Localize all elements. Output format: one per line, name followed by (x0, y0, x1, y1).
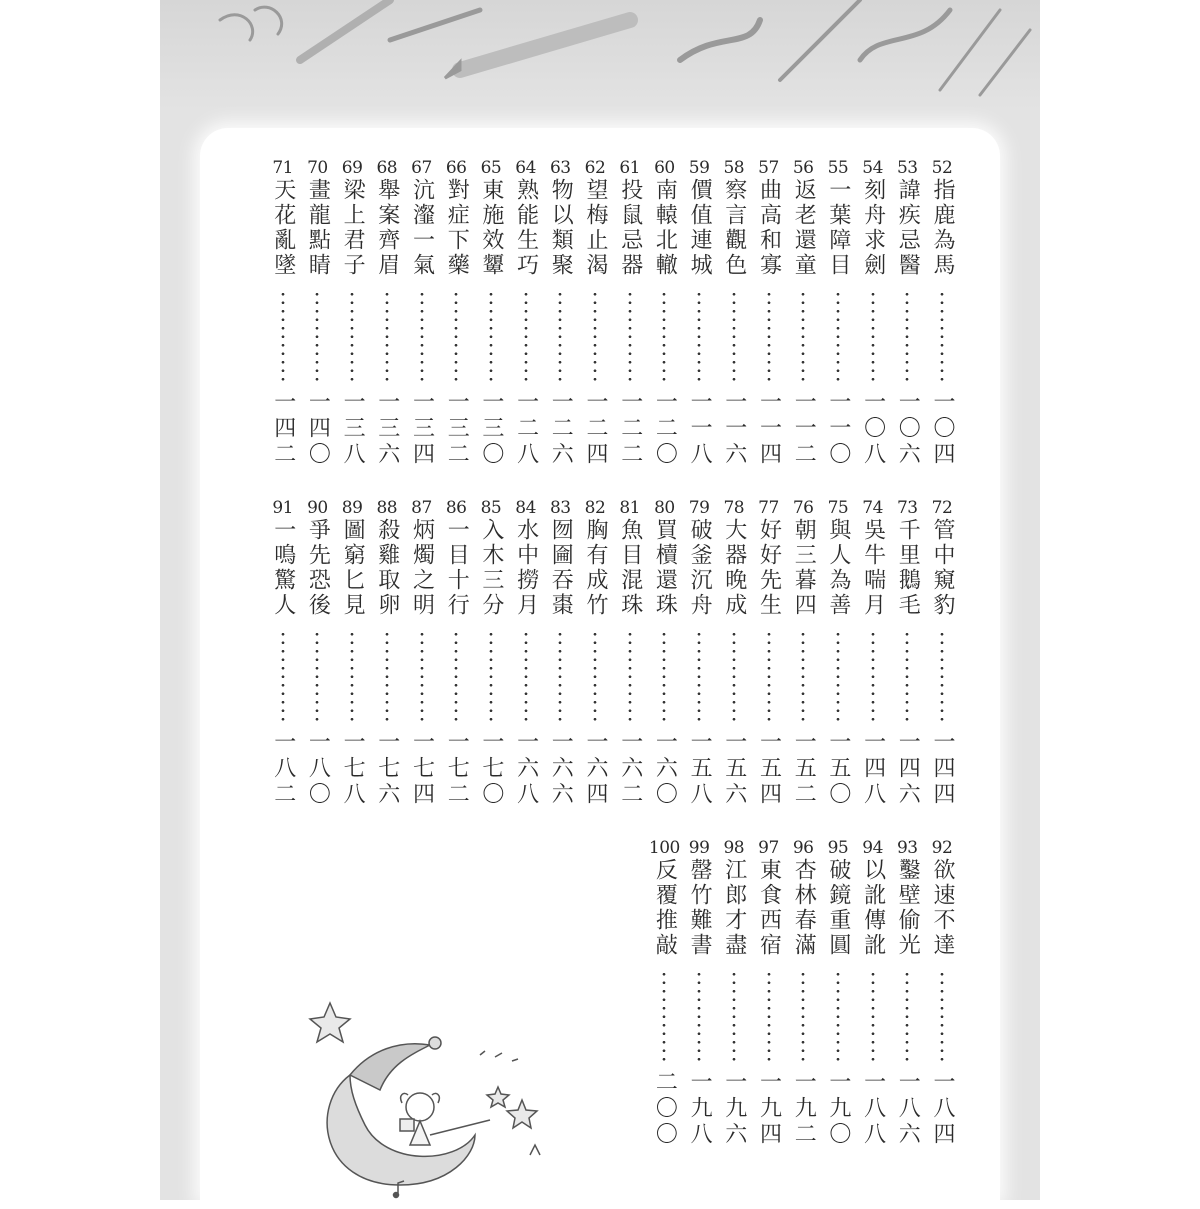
entry-idiom: 物以類聚 (548, 178, 574, 278)
entry-idiom: 大器晚成 (721, 518, 747, 618)
entry-number: 80 (654, 498, 675, 518)
toc-entry[interactable] (610, 498, 650, 808)
entry-page-number: 一五八 (687, 730, 713, 808)
entry-number: 70 (307, 158, 328, 178)
entry-number: 56 (792, 158, 814, 178)
entry-number: 66 (445, 158, 467, 178)
entry-idiom: 入木三分 (478, 518, 504, 618)
entry-idiom: 一目十行 (444, 518, 470, 618)
entry-idiom: 以訛傳訛 (860, 858, 886, 958)
dot-leader (454, 630, 458, 724)
entry-idiom: 欲速不達 (930, 858, 955, 958)
dot-leader (905, 630, 909, 724)
entry-idiom: 曲高和寡 (756, 178, 782, 278)
entry-number: 74 (862, 498, 883, 518)
entry-idiom: 杏林春滿 (791, 858, 817, 958)
dot-leader (905, 290, 909, 384)
entry-page-number: 一二六 (548, 390, 574, 468)
toc-entry[interactable] (471, 498, 511, 808)
dot-leader (315, 630, 319, 724)
toc-entry[interactable] (714, 158, 754, 468)
entry-page-number: 一二二 (617, 390, 643, 468)
entry-idiom: 價值連城 (687, 178, 713, 278)
entry-number: 65 (480, 158, 502, 178)
dot-leader (315, 290, 319, 384)
entry-page-number: 二〇〇 (652, 1070, 678, 1148)
entry-number: 77 (758, 498, 779, 518)
entry-page-number: 一九六 (721, 1070, 747, 1148)
toc-entry[interactable] (575, 158, 615, 468)
entry-idiom: 舉案齊眉 (374, 178, 400, 278)
entry-number: 53 (896, 158, 918, 178)
entry-idiom: 千里鵝毛 (895, 518, 921, 618)
dot-leader (593, 290, 597, 384)
entry-number: 69 (341, 158, 363, 178)
entry-page-number: 一四四 (930, 730, 955, 808)
entry-idiom: 刻舟求劍 (860, 178, 886, 278)
dot-leader (350, 630, 354, 724)
entry-page-number: 一〇四 (930, 390, 955, 468)
entry-page-number: 一一〇 (825, 390, 851, 468)
dot-leader (871, 630, 875, 724)
entry-idiom: 一葉障目 (825, 178, 851, 278)
entry-idiom: 一鳴驚人 (270, 518, 296, 618)
toc-entry[interactable] (887, 158, 927, 468)
entry-number: 75 (827, 498, 849, 518)
entry-idiom: 熟能生巧 (513, 178, 539, 278)
entry-number: 54 (862, 158, 883, 178)
dot-leader (350, 290, 354, 384)
entry-page-number: 一二〇 (652, 390, 678, 468)
dot-leader (836, 630, 840, 724)
dot-leader (524, 290, 528, 384)
dot-leader (732, 630, 736, 724)
toc-entry[interactable] (922, 158, 962, 468)
toc-entry[interactable] (332, 158, 372, 468)
entry-idiom: 反覆推敲 (652, 858, 678, 958)
toc-entry[interactable] (402, 498, 442, 808)
toc-entry[interactable] (783, 838, 823, 1148)
entry-page-number: 一〇六 (895, 390, 921, 468)
entry-number: 76 (792, 498, 814, 518)
dot-leader (628, 630, 632, 724)
toc-entry[interactable] (263, 498, 303, 808)
entry-number: 98 (723, 838, 745, 858)
entry-page-number: 一九〇 (825, 1070, 851, 1148)
entry-page-number: 一八六 (895, 1070, 921, 1148)
dot-leader (697, 970, 701, 1064)
dot-leader (385, 630, 389, 724)
dot-leader (420, 290, 424, 384)
toc-entry[interactable] (540, 498, 580, 808)
entry-idiom: 諱疾忌醫 (895, 178, 921, 278)
entry-page-number: 一〇八 (860, 390, 886, 468)
entry-page-number: 一二八 (513, 390, 539, 468)
entry-idiom: 殺雞取卵 (374, 518, 400, 618)
entry-idiom: 察言觀色 (721, 178, 747, 278)
entry-number: 93 (896, 838, 918, 858)
dot-leader (801, 290, 805, 384)
entry-number: 72 (931, 498, 953, 518)
toc-entry[interactable] (367, 158, 407, 468)
toc-entry[interactable] (471, 158, 511, 468)
toc-entry[interactable] (679, 158, 719, 468)
dot-leader (662, 630, 666, 724)
entry-idiom: 鑿壁偷光 (895, 858, 921, 958)
dot-leader (697, 290, 701, 384)
toc-entry[interactable] (818, 838, 858, 1148)
toc-entry[interactable] (610, 158, 650, 468)
entry-idiom: 江郎才盡 (721, 858, 747, 958)
toc-entry[interactable] (887, 498, 927, 808)
entry-page-number: 一四六 (895, 730, 921, 808)
entry-idiom: 破鏡重圓 (825, 858, 851, 958)
entry-number: 62 (584, 158, 606, 178)
entry-number: 78 (723, 498, 745, 518)
entry-page-number: 一五〇 (825, 730, 851, 808)
entry-idiom: 天花亂墜 (270, 178, 296, 278)
toc-entry[interactable] (853, 498, 893, 808)
entry-page-number: 一一六 (721, 390, 747, 468)
entry-page-number: 一二四 (583, 390, 608, 468)
entry-page-number: 一六六 (548, 730, 574, 808)
toc-entry[interactable] (367, 498, 407, 808)
entry-number: 81 (619, 498, 640, 518)
entry-idiom: 畫龍點睛 (305, 178, 331, 278)
dot-leader (940, 630, 944, 724)
toc-entry[interactable] (853, 158, 893, 468)
dot-leader (801, 630, 805, 724)
entry-idiom: 望梅止渴 (583, 178, 608, 278)
entry-idiom: 東食西宿 (756, 858, 782, 958)
entry-idiom: 沆瀣一氣 (409, 178, 435, 278)
dot-leader (558, 290, 562, 384)
dot-leader (767, 970, 771, 1064)
entry-number: 86 (445, 498, 467, 518)
dot-leader (732, 290, 736, 384)
drawing-tools-sketch (160, 0, 1040, 110)
toc-entry[interactable] (506, 498, 546, 808)
entry-idiom: 管中窺豹 (930, 518, 955, 618)
toc-entry[interactable] (436, 498, 476, 808)
dot-leader (524, 630, 528, 724)
dot-leader (940, 970, 944, 1064)
entry-idiom: 爭先恐後 (305, 518, 331, 618)
entry-page-number: 一九四 (756, 1070, 782, 1148)
entry-number: 67 (411, 158, 432, 178)
entry-idiom: 返老還童 (791, 178, 817, 278)
entry-idiom: 指鹿為馬 (930, 178, 955, 278)
entry-number: 92 (931, 838, 953, 858)
entry-number: 71 (272, 158, 293, 178)
dot-leader (767, 290, 771, 384)
entry-idiom: 炳燭之明 (409, 518, 435, 618)
entry-page-number: 一一四 (756, 390, 782, 468)
entry-number: 95 (827, 838, 849, 858)
entry-number: 59 (688, 158, 710, 178)
entry-page-number: 一七四 (409, 730, 435, 808)
toc-entry[interactable] (783, 158, 823, 468)
entry-idiom: 朝三暮四 (791, 518, 817, 618)
dot-leader (871, 970, 875, 1064)
entry-page-number: 一七二 (444, 730, 470, 808)
entry-page-number: 一七〇 (478, 730, 504, 808)
toc-entry[interactable] (853, 838, 893, 1148)
toc-entry[interactable] (263, 158, 303, 468)
dot-leader (489, 290, 493, 384)
toc-entry[interactable] (714, 498, 754, 808)
entry-idiom: 胸有成竹 (583, 518, 608, 618)
toc-entry[interactable] (749, 838, 789, 1148)
toc-entry[interactable] (749, 498, 789, 808)
entry-page-number: 一三八 (340, 390, 366, 468)
dot-leader (801, 970, 805, 1064)
moon-girl-illustration (290, 995, 560, 1205)
entry-number: 99 (688, 838, 710, 858)
dot-leader (628, 290, 632, 384)
toc-entry[interactable] (887, 838, 927, 1148)
entry-idiom: 圖窮匕見 (340, 518, 366, 618)
entry-page-number: 一七八 (340, 730, 366, 808)
entry-number: 60 (654, 158, 675, 178)
dot-leader (940, 290, 944, 384)
entry-page-number: 一一八 (687, 390, 713, 468)
entry-idiom: 南轅北轍 (652, 178, 678, 278)
entry-page-number: 一六〇 (652, 730, 678, 808)
entry-idiom: 破釜沉舟 (687, 518, 713, 618)
entry-page-number: 一五六 (721, 730, 747, 808)
sketch-header-decoration (160, 0, 1040, 110)
entry-idiom: 對症下藥 (444, 178, 470, 278)
entry-page-number: 一六二 (617, 730, 643, 808)
entry-number: 91 (272, 498, 293, 518)
entry-number: 97 (758, 838, 779, 858)
entry-page-number: 一八四 (930, 1070, 955, 1148)
dot-leader (281, 630, 285, 724)
entry-number: 58 (723, 158, 745, 178)
entry-idiom: 買櫝還珠 (652, 518, 678, 618)
dot-leader (662, 970, 666, 1064)
entry-idiom: 東施效顰 (478, 178, 504, 278)
entry-idiom: 水中撈月 (513, 518, 539, 618)
entry-page-number: 一三二 (444, 390, 470, 468)
entry-page-number: 一八二 (270, 730, 296, 808)
toc-entry[interactable] (679, 498, 719, 808)
entry-number: 57 (758, 158, 779, 178)
dot-leader (732, 970, 736, 1064)
dot-leader (767, 630, 771, 724)
toc-entry[interactable] (297, 498, 337, 808)
toc-entry[interactable] (922, 838, 962, 1148)
dot-leader (385, 290, 389, 384)
entry-page-number: 一六八 (513, 730, 539, 808)
dot-leader (593, 630, 597, 724)
dot-leader (454, 290, 458, 384)
entry-page-number: 一四八 (860, 730, 886, 808)
dot-leader (662, 290, 666, 384)
entry-idiom: 吳牛喘月 (860, 518, 886, 618)
toc-entry[interactable] (749, 158, 789, 468)
entry-page-number: 一四〇 (305, 390, 331, 468)
toc-entry[interactable] (540, 158, 580, 468)
entry-number: 83 (549, 498, 571, 518)
entry-page-number: 一一二 (791, 390, 817, 468)
toc-entry[interactable] (644, 158, 684, 468)
dot-leader (836, 970, 840, 1064)
toc-entry[interactable] (783, 498, 823, 808)
dot-leader (871, 290, 875, 384)
entry-number: 85 (480, 498, 502, 518)
dot-leader (558, 630, 562, 724)
dot-leader (281, 290, 285, 384)
dot-leader (489, 630, 493, 724)
toc-entry[interactable] (679, 838, 719, 1148)
entry-number: 89 (341, 498, 363, 518)
entry-page-number: 一八〇 (305, 730, 331, 808)
entry-number: 64 (515, 158, 536, 178)
dot-leader (836, 290, 840, 384)
entry-page-number: 一三六 (374, 390, 400, 468)
toc-entry[interactable] (922, 498, 962, 808)
entry-number: 94 (862, 838, 883, 858)
entry-idiom: 囫圇吞棗 (548, 518, 574, 618)
entry-page-number: 一八八 (860, 1070, 886, 1148)
entry-number: 88 (376, 498, 398, 518)
entry-number: 63 (549, 158, 571, 178)
entry-page-number: 一三〇 (478, 390, 504, 468)
toc-entry[interactable] (644, 838, 684, 1148)
entry-number: 90 (307, 498, 328, 518)
toc-entry[interactable] (575, 498, 615, 808)
entry-number: 87 (411, 498, 432, 518)
toc-entry[interactable] (436, 158, 476, 468)
toc-entry[interactable] (297, 158, 337, 468)
entry-number: 82 (584, 498, 606, 518)
toc-entry[interactable] (332, 498, 372, 808)
entry-page-number: 一六四 (583, 730, 608, 808)
entry-idiom: 梁上君子 (340, 178, 366, 278)
dot-leader (697, 630, 701, 724)
entry-idiom: 投鼠忌器 (617, 178, 643, 278)
toc-entry[interactable] (644, 498, 684, 808)
entry-idiom: 與人為善 (825, 518, 851, 618)
entry-number: 55 (827, 158, 849, 178)
toc-entry[interactable] (402, 158, 442, 468)
entry-idiom: 魚目混珠 (617, 518, 643, 618)
entry-number: 68 (376, 158, 398, 178)
entry-number: 84 (515, 498, 536, 518)
entry-page-number: 一五四 (756, 730, 782, 808)
entry-number: 79 (688, 498, 710, 518)
entry-page-number: 一五二 (791, 730, 817, 808)
entry-number: 73 (896, 498, 918, 518)
entry-page-number: 一九八 (687, 1070, 713, 1148)
toc-entry[interactable] (506, 158, 546, 468)
dot-leader (905, 970, 909, 1064)
entry-number: 96 (792, 838, 814, 858)
entry-number: 61 (619, 158, 640, 178)
toc-entry[interactable] (714, 838, 754, 1148)
entry-number: 100 (648, 838, 680, 858)
dot-leader (420, 630, 424, 724)
toc-entry[interactable] (818, 158, 858, 468)
toc-entry[interactable] (818, 498, 858, 808)
entry-page-number: 一四二 (270, 390, 296, 468)
entry-page-number: 一三四 (409, 390, 435, 468)
entry-page-number: 一九二 (791, 1070, 817, 1148)
entry-page-number: 一七六 (374, 730, 400, 808)
entry-idiom: 好好先生 (756, 518, 782, 618)
entry-idiom: 罄竹難書 (687, 858, 713, 958)
entry-number: 52 (931, 158, 953, 178)
